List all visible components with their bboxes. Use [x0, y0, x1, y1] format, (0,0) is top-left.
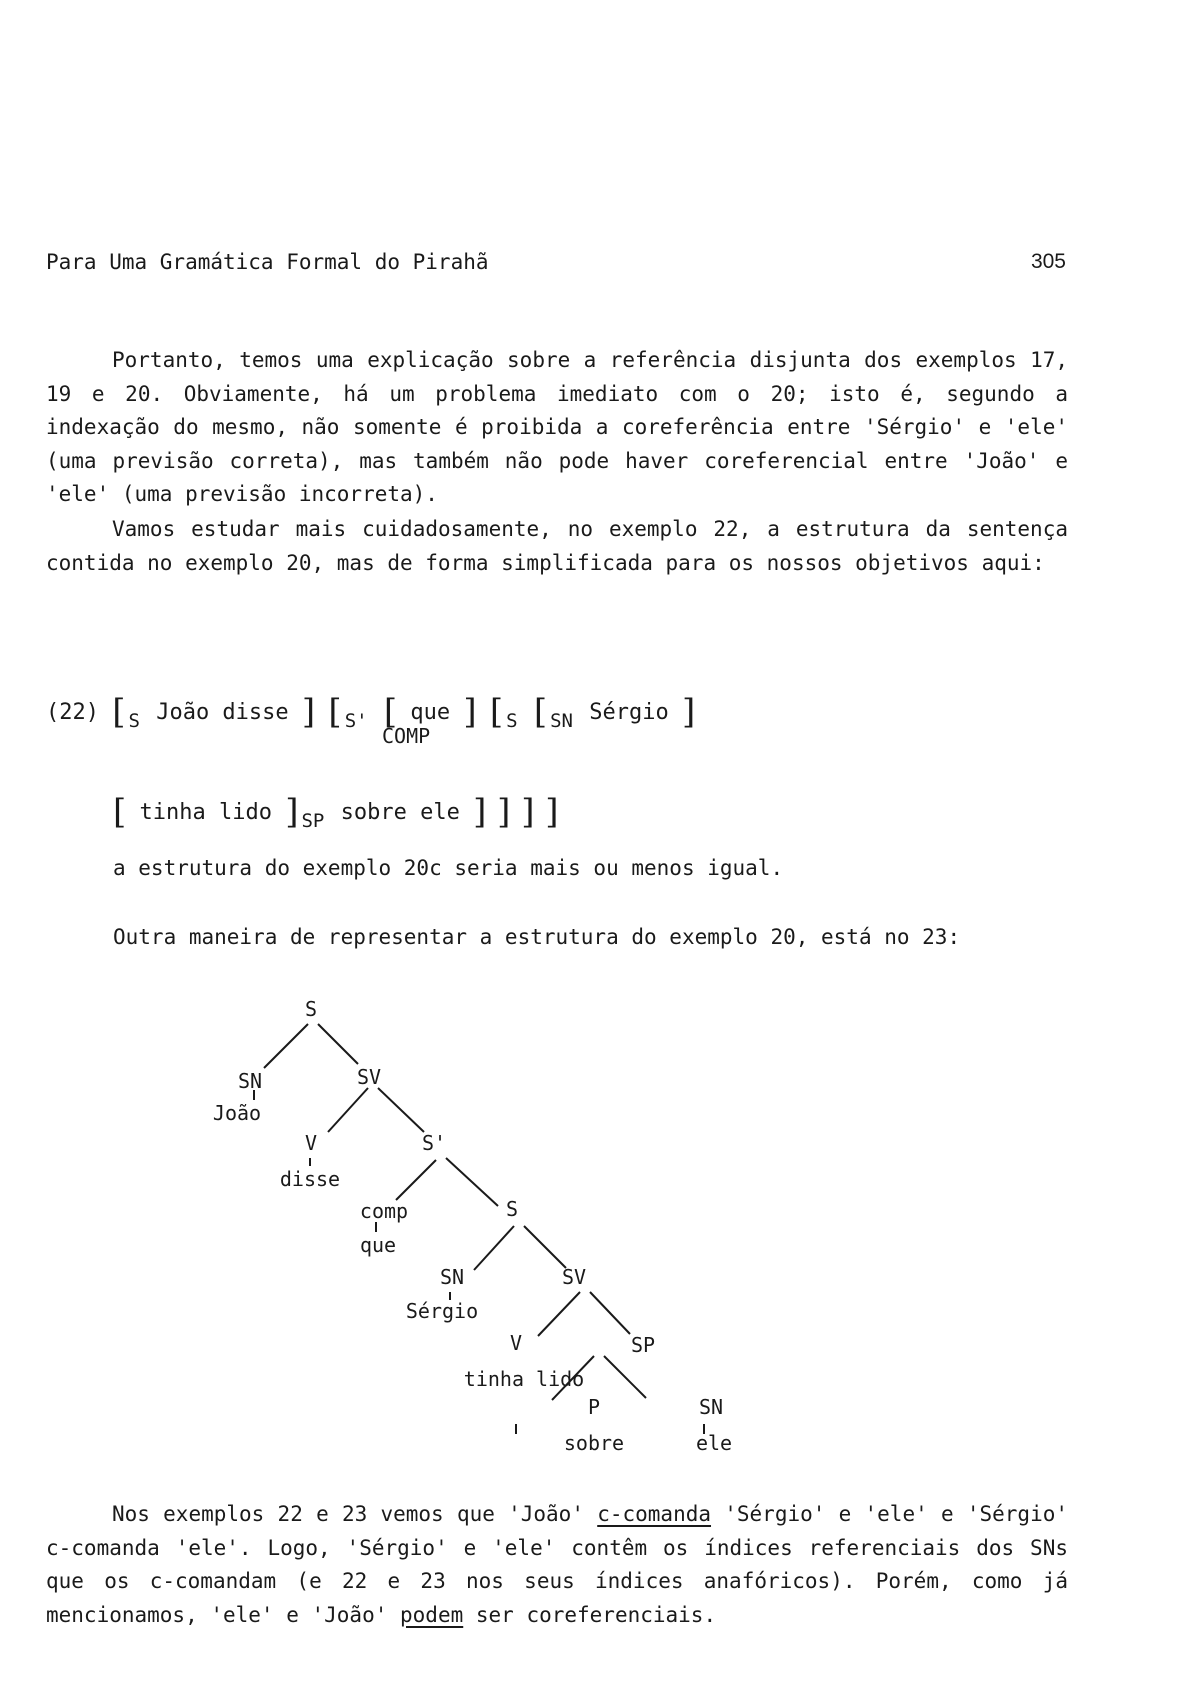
underlined-c-comanda: c-comanda: [597, 1502, 712, 1526]
node-sv-1: SV: [356, 1065, 382, 1089]
edge: [318, 1024, 358, 1064]
node-sv-2: SV: [561, 1265, 587, 1289]
open-bracket: [: [489, 692, 504, 732]
close-bracket: ]: [681, 692, 696, 732]
edge: [590, 1292, 630, 1334]
label-s: S: [506, 710, 518, 732]
open-bracket: [: [383, 692, 398, 732]
node-sn-3: SN: [698, 1395, 724, 1419]
comp-label: COMP: [382, 724, 431, 748]
node-comp: comp: [359, 1199, 409, 1223]
sergio: Sérgio: [589, 700, 669, 725]
leaf-ele: ele: [695, 1431, 733, 1455]
node-sp: SP: [630, 1333, 656, 1357]
running-title: Para Uma Gramática Formal do Pirahã: [46, 250, 489, 274]
tinha-lido: tinha lido: [139, 800, 272, 825]
node-sn-1: SN: [237, 1069, 263, 1093]
label-sp: SP: [301, 810, 325, 832]
edge: [604, 1356, 646, 1398]
edge: [396, 1160, 436, 1200]
label-s: S: [128, 710, 140, 732]
edge: [474, 1226, 514, 1270]
page-number: 305: [1030, 250, 1066, 273]
leaf-sobre: sobre: [563, 1431, 625, 1455]
edge: [378, 1088, 424, 1132]
edge: [264, 1024, 308, 1068]
node-v-2: V: [509, 1331, 523, 1355]
edge: [328, 1088, 368, 1132]
open-bracket: [: [113, 792, 127, 832]
example-number: (22): [46, 700, 99, 725]
label-sn: SN: [550, 710, 573, 732]
paragraph-3-part-2: 'Sérgio' e 'ele' e 'Sérgio' c-comanda 'ele'. Logo, 'Sérgio' e 'ele' contêm os índices referenciais dos SNs que os c-comandam (e 22 e 23 nos seus índices anafóricos). Porém, como já mencionamos, 'ele' e 'João': [46, 1502, 1069, 1627]
paragraph-3-part-1: Nos exemplos 22 e 23 vemos que 'João': [112, 1502, 598, 1526]
open-bracket: [: [328, 692, 342, 732]
leaf-joao: João: [212, 1101, 262, 1125]
leaf-tinha-lido: tinha lido: [463, 1367, 585, 1391]
node-s-2: S: [505, 1197, 519, 1221]
open-bracket: [: [533, 692, 548, 732]
node-p: P: [587, 1395, 601, 1419]
leaf-sergio: Sérgio: [405, 1299, 479, 1323]
edge: [524, 1226, 566, 1268]
node-sn-2: SN: [439, 1265, 465, 1289]
intro-23: Outra maneira de representar a estrutura do exemplo 20, está no 23:: [113, 925, 961, 949]
paragraph-2: Vamos estudar mais cuidadosamente, no exemplo 22, a estrutura da sentença contida no exemplo 20, mas de forma simplificada para os nossos objetivos aqui:: [46, 517, 1068, 575]
que: que: [410, 700, 451, 725]
note-20c: a estrutura do exemplo 20c seria mais ou menos igual.: [113, 856, 784, 880]
leaf-que: que: [359, 1233, 397, 1257]
node-s-root: S: [304, 997, 318, 1021]
open-bracket: [: [112, 692, 126, 732]
paragraph-3-part-3: ser coreferenciais.: [463, 1602, 717, 1627]
leaf-disse: disse: [279, 1167, 341, 1191]
sobre-ele: sobre ele: [340, 800, 460, 825]
edge: [446, 1158, 498, 1206]
close-bracket: ]: [463, 692, 477, 732]
paragraph-3: [46, 1498, 1068, 1632]
close-bracket: ]: [285, 792, 299, 832]
close-bracket: ] ] ] ]: [473, 792, 559, 832]
edge: [538, 1292, 580, 1336]
paragraph-1: Portanto, temos uma explicação sobre a referência disjunta dos exemplos 17, 19 e 20. Obviamente, há um problema imediato com o 20; isto é, segundo a indexação do mesmo, não somente é proibida a coreferência entre 'Sérgio' e 'ele' (uma previsão correta), mas também não pode haver coreferencial entre 'João' e 'ele' (uma previsão incorreta).: [46, 348, 1068, 506]
node-s-prime: S': [421, 1131, 447, 1155]
close-bracket: ]: [301, 692, 316, 732]
joao-disse: João disse: [156, 700, 289, 725]
node-v-1: V: [304, 1131, 318, 1155]
label-s-prime: S': [344, 710, 368, 732]
underlined-podem: podem: [400, 1602, 464, 1627]
